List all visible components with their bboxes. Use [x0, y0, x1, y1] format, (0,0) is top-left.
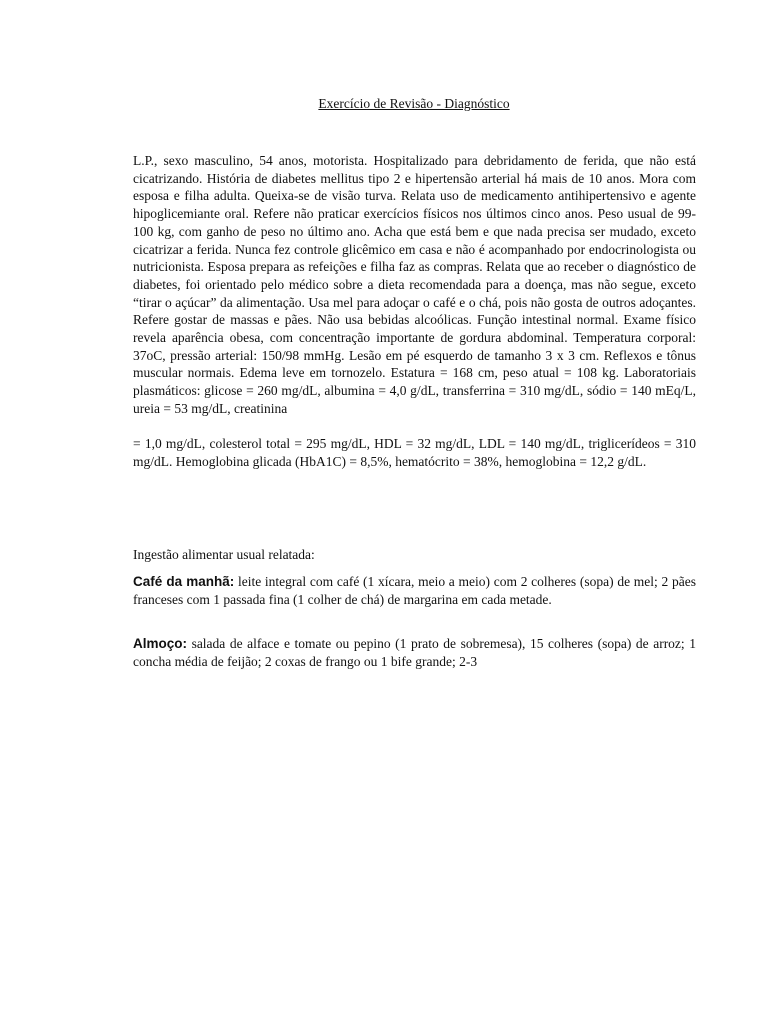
intake-heading: Ingestão alimentar usual relatada: [133, 547, 315, 562]
meal-text-lunch: salada de alface e tomate ou pepino (1 prato de sobremesa), 15 colheres (sopa) de arroz; 1 concha média de feijão; 2 coxas de frango ou 1 bife grande; 2-3 [133, 636, 696, 669]
meal-lunch [133, 635, 696, 671]
case-description: L.P., sexo masculino, 54 anos, motorista. Hospitalizado para debridamento de ferida, que não está cicatrizando. História de diabetes mellitus tipo 2 e hipertensão arterial há mais de 10 anos. Mora com esposa e filha adulta. Queixa-se de visão turva. Relata uso de medicamento antihipertensivo e agente hipoglicemiante oral. Refere não praticar exercícios físicos nos últimos cinco anos. Peso usual de 99- 100 kg, com ganho de peso no último ano. Acha que está bem e que nada precisa ser mudado, exceto cicatrizar a ferida. Nunca fez controle glicêmico em casa e não é acompanhado por endocrinologista ou nutricionista. Esposa prepara as refeições e filha faz as compras. Relata que ao receber o diagnóstico de diabetes, foi orientado pelo médico sobre a dieta recomendada para a doença, mas não segue, exceto “tirar o açúcar” da alimentação. Usa mel para adoçar o café e o chá, pois não gosta de outros adoçantes. Refere gostar de massas e pães. Não usa bebidas alcoólicas. Função intestinal normal. Exame físico revela aparência obesa, com concentração importante de gordura abdominal. Temperatura corporal: 37oC, pressão arterial: 150/98 mmHg. Lesão em pé esquerdo de tamanho 3 x 3 cm. Reflexos e tônus muscular normais. Edema leve em tornozelo. Estatura = 168 cm, peso atual = 108 kg. Laboratoriais plasmáticos: glicose = 260 mg/dL, albumina = 4,0 g/dL, transferrina = 310 mg/dL, sódio = 140 mEq/L, ureia = 53 mg/dL, creatinina [133, 153, 696, 416]
meal-text-breakfast: leite integral com café (1 xícara, meio a meio) com 2 colheres (sopa) de mel; 2 pães franceses com 1 passada fina (1 colher de chá) de margarina em cada metade. [133, 574, 696, 607]
meal-breakfast [133, 573, 696, 609]
meal-label-breakfast: Café da manhã: [133, 574, 235, 589]
document-title: Exercício de Revisão - Diagnóstico [318, 96, 510, 111]
case-lab-results: = 1,0 mg/dL, colesterol total = 295 mg/dL, HDL = 32 mg/dL, LDL = 140 mg/dL, triglicerídeos = 310 mg/dL. Hemoglobina glicada (HbA1C) = 8,5%, hematócrito = 38%, hemoglobina = 12,2 g/dL. [133, 436, 696, 469]
meal-label-lunch: Almoço: [133, 636, 187, 651]
